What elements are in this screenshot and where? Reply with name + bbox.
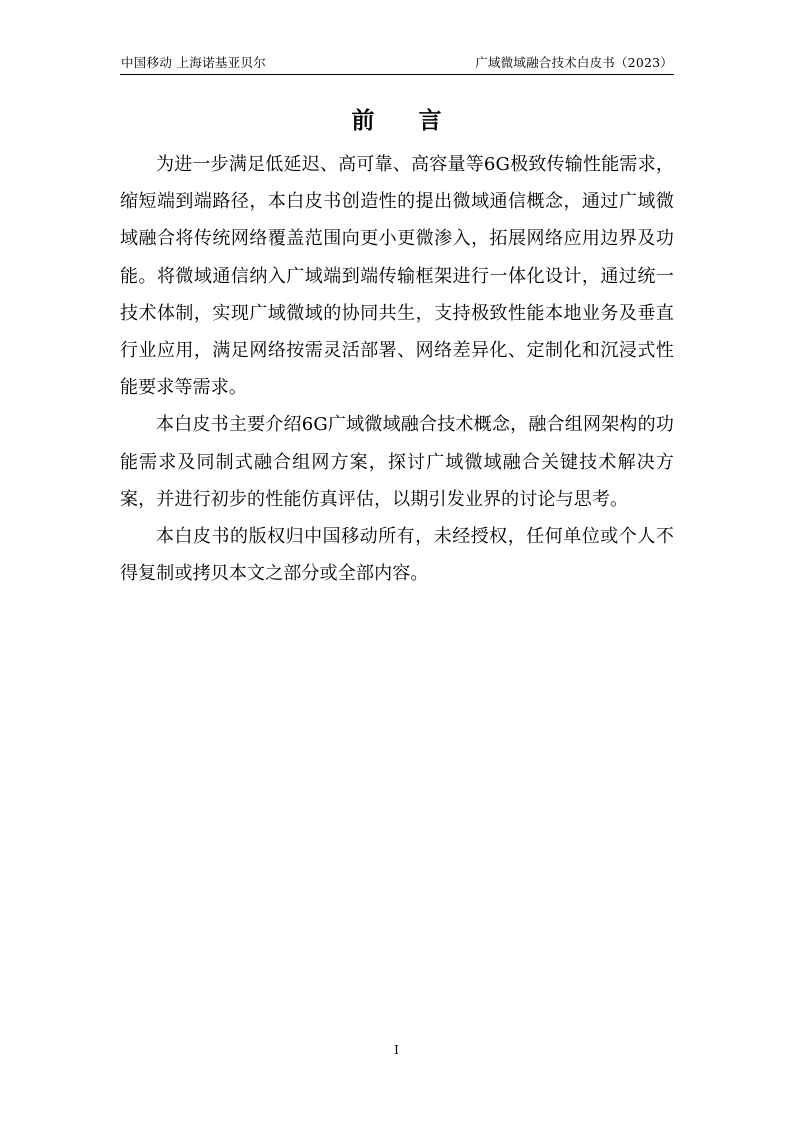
preface-body bbox=[120, 146, 674, 592]
header-document-title: 广域微域融合技术白皮书（2023） bbox=[475, 55, 673, 70]
paragraph-2: 本白皮书主要介绍6G广域微域融合技术概念，融合组网架构的功能需求及同制式融合组网方案，探讨广域微域融合关键技术解决方案，并进行初步的性能仿真评估，以期引发业界的讨论与思考。 bbox=[120, 414, 674, 510]
page-number: I bbox=[394, 1043, 399, 1057]
header-organizations: 中国移动 上海诺基亚贝尔 bbox=[121, 55, 267, 70]
page-title: 前 言 bbox=[351, 107, 460, 134]
page-header bbox=[120, 54, 674, 75]
paragraph-3: 本白皮书的版权归中国移动所有，未经授权，任何单位或个人不得复制或拷贝本文之部分或全部内容。 bbox=[120, 526, 674, 585]
paragraph-1: 为进一步满足低延迟、高可靠、高容量等6G极致传输性能需求，缩短端到端路径，本白皮书创造性的提出微域通信概念，通过广域微域融合将传统网络覆盖范围向更小更微渗入，拓展网络应用边界及功能。将微域通信纳入广域端到端传输框架进行一体化设计，通过统一技术体制，实现广域微域的协同共生，支持极致性能本地业务及垂直行业应用，满足网络按需灵活部署、网络差异化、定制化和沉浸式性能要求等需求。 bbox=[120, 154, 674, 399]
